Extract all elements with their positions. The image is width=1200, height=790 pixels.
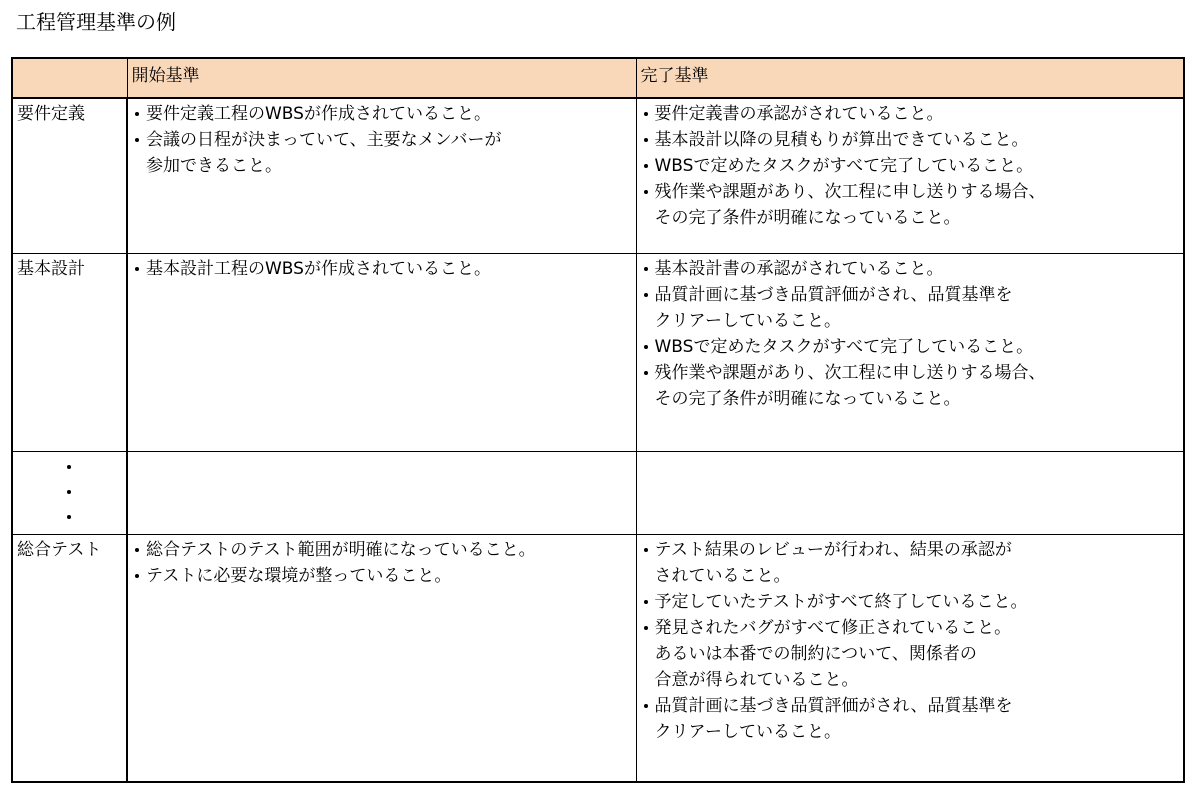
list-item: 残作業や課題があり、次工程に申し送りする場合、 その完了条件が明確になっていること。: [641, 360, 1184, 412]
list-item: 基本設計工程のWBSが作成されていること。: [132, 256, 636, 282]
list-item: 基本設計書の承認がされていること。: [641, 256, 1184, 282]
list-item: 品質計画に基づき品質評価がされ、品質基準を クリアーしていること。: [641, 282, 1184, 334]
list-item: 品質計画に基づき品質評価がされ、品質基準を クリアーしていること。: [641, 693, 1184, 745]
end-criteria-cell: [636, 451, 1184, 534]
header-phase: [12, 58, 127, 98]
list-item: テストに必要な環境が整っていること。: [132, 563, 636, 589]
end-criteria-cell: [636, 253, 1184, 451]
phase-cell-ellipsis: [12, 451, 127, 534]
list-item: WBSで定めたタスクがすべて完了していること。: [641, 334, 1184, 360]
start-criteria-list: [132, 101, 636, 179]
phase-cell: 基本設計: [12, 253, 127, 451]
list-item: 発見されたバグがすべて修正されていること。 あるいは本番での制約について、関係者の 合意が得られていること。: [641, 615, 1184, 693]
end-criteria-list: [641, 256, 1184, 412]
list-item: 会議の日程が決まっていて、主要なメンバーが 参加できること。: [132, 127, 636, 179]
start-criteria-list: [132, 537, 636, 589]
list-item: テスト結果のレビューが行われ、結果の承認が されていること。: [641, 537, 1184, 589]
list-item: 要件定義書の承認がされていること。: [641, 101, 1184, 127]
list-item: 基本設計以降の見積もりが算出できていること。: [641, 127, 1184, 153]
table-row: [12, 534, 1184, 782]
header-end-criteria: 完了基準: [636, 58, 1184, 98]
end-criteria-list: [641, 101, 1184, 231]
table-header-row: [12, 58, 1184, 98]
table-row: [12, 253, 1184, 451]
phase-cell: 要件定義: [12, 98, 127, 253]
start-criteria-cell: [127, 253, 636, 451]
start-criteria-cell: [127, 451, 636, 534]
start-criteria-cell: [127, 534, 636, 782]
list-item: 要件定義工程のWBSが作成されていること。: [132, 101, 636, 127]
end-criteria-cell: [636, 534, 1184, 782]
process-criteria-table: [11, 57, 1185, 783]
vertical-ellipsis-icon: [13, 452, 126, 534]
end-criteria-list: [641, 537, 1184, 745]
table-row-ellipsis: [12, 451, 1184, 534]
header-start-criteria: 開始基準: [127, 58, 636, 98]
list-item: WBSで定めたタスクがすべて完了していること。: [641, 153, 1184, 179]
start-criteria-cell: [127, 98, 636, 253]
table-row: [12, 98, 1184, 253]
list-item: 総合テストのテスト範囲が明確になっていること。: [132, 537, 636, 563]
start-criteria-list: [132, 256, 636, 282]
phase-cell: 総合テスト: [12, 534, 127, 782]
page-title: 工程管理基準の例: [16, 10, 176, 34]
list-item: 予定していたテストがすべて終了していること。: [641, 589, 1184, 615]
list-item: 残作業や課題があり、次工程に申し送りする場合、 その完了条件が明確になっていること。: [641, 179, 1184, 231]
end-criteria-cell: [636, 98, 1184, 253]
